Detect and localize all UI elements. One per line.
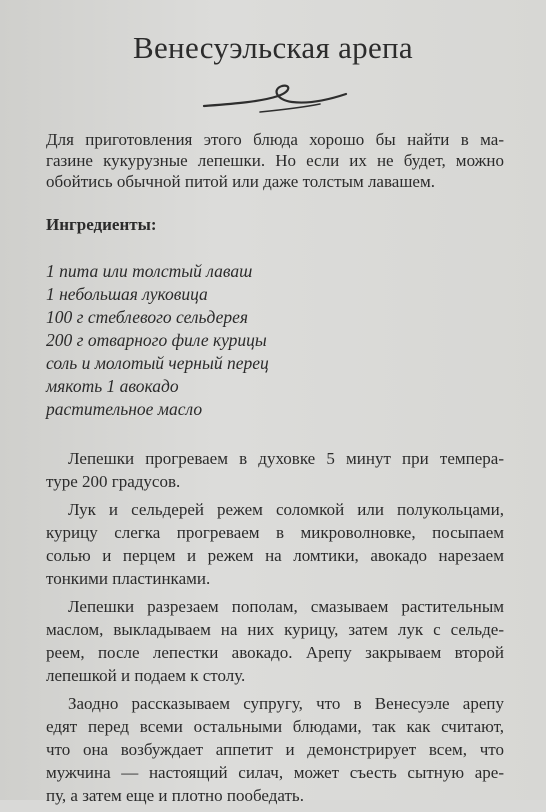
- instruction-line: Лепешки прогреваем в духовке 5 минут при темпера-: [68, 449, 504, 468]
- instruction-line: тонкими пластинками.: [46, 569, 211, 588]
- ingredients-list: [46, 260, 269, 421]
- recipe-title: Венесуэльская арепа: [133, 30, 413, 65]
- instruction-line: Лепешки разрезаем пополам, смазываем растительным: [68, 597, 504, 616]
- instruction-line: солью и перцем и режем на ломтики, авокадо нарезаем: [46, 546, 504, 565]
- flourish-ornament-icon: [200, 82, 350, 118]
- instruction-paragraph: [46, 498, 504, 590]
- ingredient-item: 200 г отварного филе курицы: [46, 330, 267, 350]
- instruction-paragraph: [46, 595, 504, 687]
- intro-line: газине кукурузные лепешки. Но если их не будет, можно: [46, 151, 504, 170]
- instruction-paragraph: [46, 447, 504, 493]
- intro-line: Для приготовления этого блюда хорошо бы найти в ма-: [46, 130, 504, 149]
- instruction-line: Заодно рассказываем супругу, что в Венесуэле арепу: [68, 694, 504, 713]
- instruction-line: реем, после лепестки авокадо. Арепу закрываем второй: [46, 643, 504, 662]
- instruction-line: что она возбуждает аппетит и демонстрирует всем, что: [46, 740, 504, 759]
- instruction-line: лепешкой и подаем к столу.: [46, 666, 246, 685]
- intro-paragraph: [46, 129, 504, 192]
- instruction-line: туре 200 градусов.: [46, 472, 181, 491]
- instruction-line: пу, а затем еще и плотно пообедать.: [46, 786, 304, 805]
- ingredient-item: 1 небольшая луковица: [46, 284, 208, 304]
- instructions: [46, 447, 504, 812]
- ingredient-item: мякоть 1 авокадо: [46, 376, 179, 396]
- instruction-line: курицу слегка прогреваем в микроволновке, посыпаем: [46, 523, 504, 542]
- ingredient-item: растительное масло: [46, 399, 203, 419]
- instruction-line: мужчина — настоящий силач, может съесть сытную аре-: [46, 763, 504, 782]
- instruction-line: едят перед всеми остальными блюдами, так как считают,: [46, 717, 504, 736]
- instruction-paragraph: [46, 692, 504, 807]
- instruction-line: маслом, выкладываем на них курицу, затем лук с сельде-: [46, 620, 504, 639]
- intro-line: обойтись обычной питой или даже толстым лавашем.: [46, 172, 435, 191]
- ingredient-item: 100 г стеблевого сельдерея: [46, 307, 248, 327]
- instruction-line: Лук и сельдерей режем соломкой или полукольцами,: [68, 500, 504, 519]
- ingredient-item: соль и молотый черный перец: [46, 353, 269, 373]
- ingredient-item: 1 пита или толстый лаваш: [46, 261, 253, 281]
- ingredients-heading: Ингредиенты:: [46, 215, 157, 234]
